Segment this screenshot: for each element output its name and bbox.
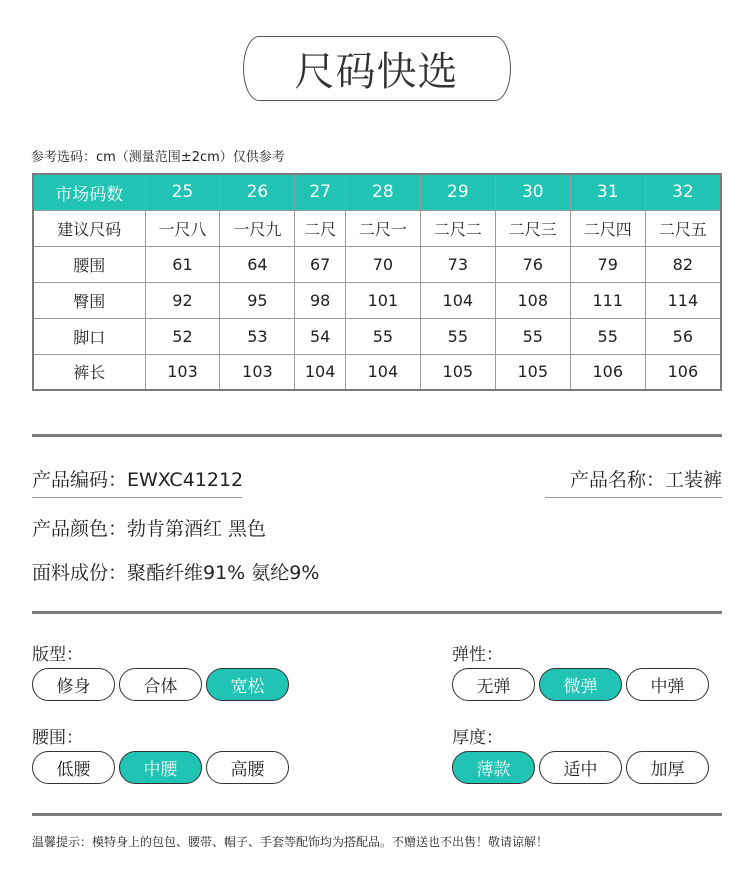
table-header-cell: 29	[420, 174, 495, 210]
table-cell: 111	[570, 282, 645, 318]
table-cell: 103	[220, 354, 295, 390]
table-cell: 53	[220, 318, 295, 354]
table-cell: 92	[145, 282, 220, 318]
table-cell: 61	[145, 246, 220, 282]
table-cell: 64	[220, 246, 295, 282]
waist-option-low[interactable]: 低腰	[32, 751, 115, 784]
table-row-label: 臀围	[33, 282, 145, 318]
table-cell: 54	[295, 318, 345, 354]
table-cell: 103	[145, 354, 220, 390]
product-code-underline	[32, 497, 242, 498]
fit-option-regular[interactable]: 合体	[119, 668, 202, 701]
product-fabric: 面料成份：聚酯纤维91% 氨纶9%	[32, 562, 320, 584]
elastic-option-medium[interactable]: 中弹	[626, 668, 709, 701]
table-cell: 55	[495, 318, 570, 354]
thickness-label: 厚度：	[452, 728, 503, 748]
thickness-option-thick[interactable]: 加厚	[626, 751, 709, 784]
table-cell: 114	[645, 282, 721, 318]
table-header-cell: 30	[495, 174, 570, 210]
footer-note: 温馨提示：模特身上的包包、腰带、帽子、手套等配饰均为搭配品。不赠送也不出售！敬请谅解！	[32, 835, 549, 849]
table-cell: 一尺九	[220, 210, 295, 246]
waist-option-mid[interactable]: 中腰	[119, 751, 202, 784]
table-row	[33, 282, 721, 318]
table-row	[33, 354, 721, 390]
table-cell: 82	[645, 246, 721, 282]
fit-option-loose[interactable]: 宽松	[206, 668, 289, 701]
thickness-option-thin[interactable]: 薄款	[452, 751, 535, 784]
table-cell: 76	[495, 246, 570, 282]
table-cell: 104	[295, 354, 345, 390]
table-cell: 104	[420, 282, 495, 318]
table-cell: 73	[420, 246, 495, 282]
table-cell: 56	[645, 318, 721, 354]
table-row	[33, 246, 721, 282]
size-table	[32, 173, 722, 391]
table-cell: 二尺四	[570, 210, 645, 246]
table-header-cell: 26	[220, 174, 295, 210]
table-cell: 一尺八	[145, 210, 220, 246]
table-cell: 70	[345, 246, 420, 282]
table-cell: 二尺二	[420, 210, 495, 246]
table-cell: 105	[495, 354, 570, 390]
waist-label: 腰围：	[32, 728, 83, 748]
table-cell: 108	[495, 282, 570, 318]
table-cell: 104	[345, 354, 420, 390]
fit-label: 版型：	[32, 645, 83, 665]
table-header-cell: 32	[645, 174, 721, 210]
fit-option-slim[interactable]: 修身	[32, 668, 115, 701]
table-row	[33, 318, 721, 354]
product-code: 产品编码：EWXC41212	[32, 469, 244, 491]
table-cell: 98	[295, 282, 345, 318]
section-divider	[32, 434, 722, 437]
table-cell: 二尺	[295, 210, 345, 246]
table-cell: 106	[645, 354, 721, 390]
elastic-option-none[interactable]: 无弹	[452, 668, 535, 701]
title-wrap	[0, 36, 753, 101]
table-cell: 55	[345, 318, 420, 354]
elastic-option-slight[interactable]: 微弹	[539, 668, 622, 701]
product-color: 产品颜色：勃肯第酒红 黑色	[32, 518, 267, 540]
table-row-label: 脚口	[33, 318, 145, 354]
table-cell: 95	[220, 282, 295, 318]
table-cell: 101	[345, 282, 420, 318]
table-cell: 106	[570, 354, 645, 390]
page-title: 尺码快选	[243, 36, 511, 101]
table-row-label: 腰围	[33, 246, 145, 282]
table-cell: 55	[570, 318, 645, 354]
table-row	[33, 210, 721, 246]
table-header-row	[33, 174, 721, 210]
product-name-underline	[545, 497, 722, 498]
table-header-cell: 25	[145, 174, 220, 210]
table-header-cell: 28	[345, 174, 420, 210]
table-row-label: 裤长	[33, 354, 145, 390]
waist-option-high[interactable]: 高腰	[206, 751, 289, 784]
table-cell: 二尺五	[645, 210, 721, 246]
section-divider	[32, 813, 722, 816]
elastic-label: 弹性：	[452, 645, 503, 665]
table-cell: 79	[570, 246, 645, 282]
thickness-option-medium[interactable]: 适中	[539, 751, 622, 784]
table-header-cell: 27	[295, 174, 345, 210]
table-row-label: 建议尺码	[33, 210, 145, 246]
table-header-cell: 31	[570, 174, 645, 210]
table-cell: 105	[420, 354, 495, 390]
table-cell: 55	[420, 318, 495, 354]
table-cell: 二尺三	[495, 210, 570, 246]
table-cell: 二尺一	[345, 210, 420, 246]
table-cell: 67	[295, 246, 345, 282]
section-divider	[32, 611, 722, 614]
product-name: 产品名称：工装裤	[569, 469, 722, 491]
size-note: 参考选码：cm（测量范围±2cm）仅供参考	[31, 150, 285, 165]
table-header-cell: 市场码数	[33, 174, 145, 210]
table-cell: 52	[145, 318, 220, 354]
